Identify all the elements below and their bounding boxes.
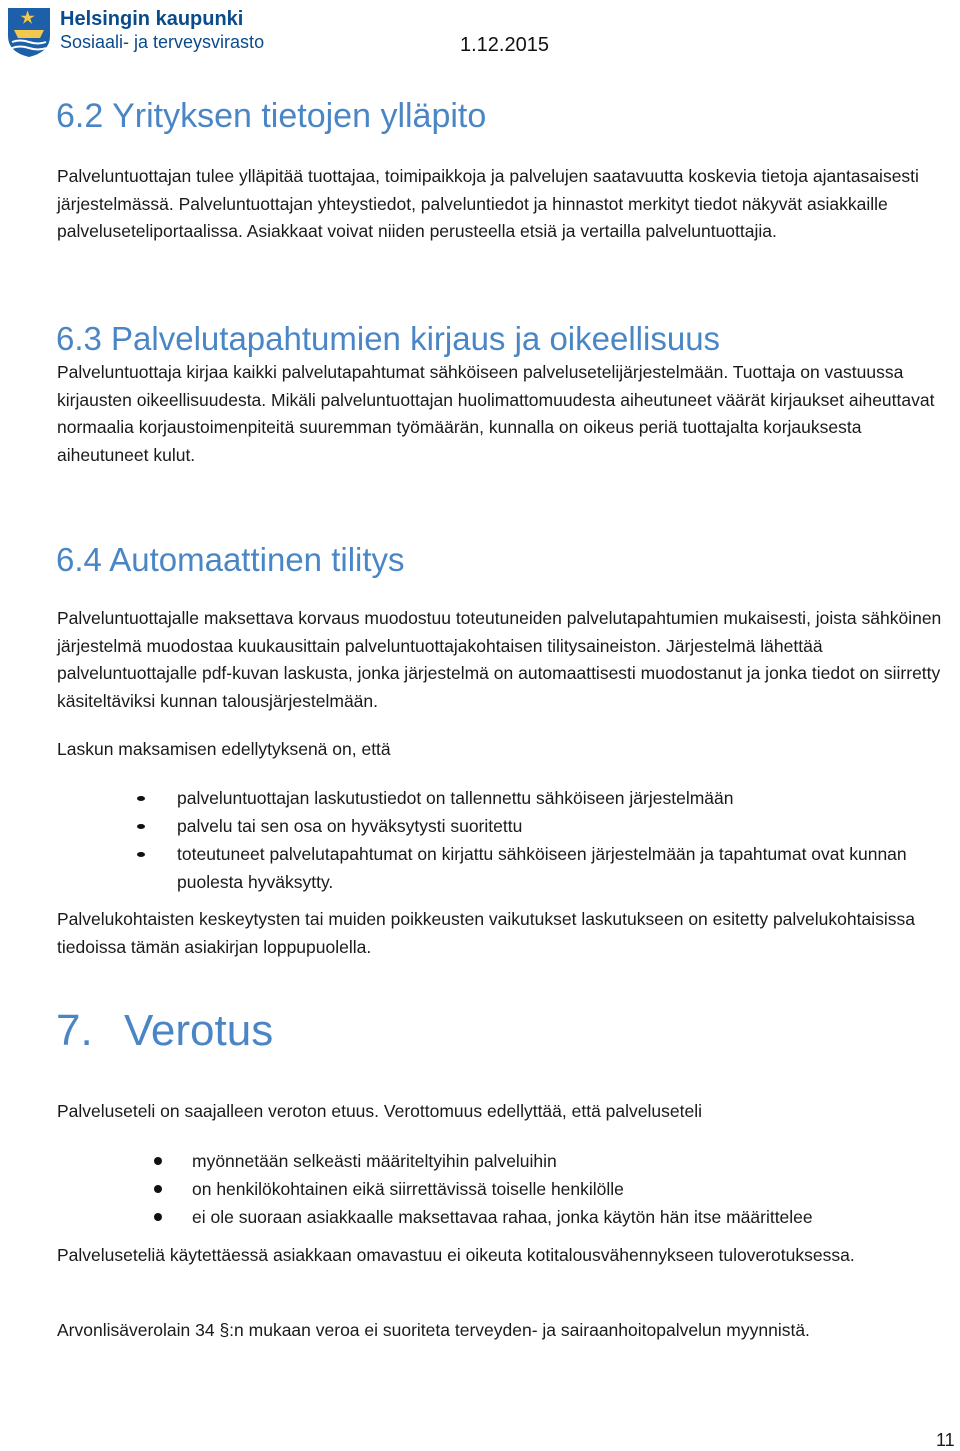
list-item-text: ei ole suoraan asiakkaalle maksettavaa rahaa, jonka käytön hän itse määrittelee (192, 1207, 813, 1227)
bullet-icon (137, 796, 145, 801)
org-name: Helsingin kaupunki (60, 8, 244, 30)
section-6-2-body: Palveluntuottajan tulee ylläpitää tuottajaa, toimipaikkoja ja palvelujen saatavuutta koskevia tietoja ajantasaisesti järjestelmässä. Palveluntuottajan yhteystiedot, palveluntiedot ja hinnastot merkityt tiedot näkyvät asiakkaille palveluseteliportaalissa. Asiakkaat voivat niiden perusteella etsiä ja vertailla palveluntuottajia. (57, 166, 919, 241)
section-number: 7. (56, 1006, 93, 1055)
helsinki-crest-icon (6, 6, 52, 58)
payment-conditions-list (177, 784, 937, 896)
tax-conditions-list (192, 1147, 932, 1231)
list-item (192, 1147, 932, 1175)
section-7-body: Palveluseteliä käytettäessä asiakkaan omavastuu ei oikeuta kotitalousvähennykseen tuloverotuksessa. (57, 1245, 855, 1265)
document-date: 1.12.2015 (460, 34, 549, 56)
section-6-3-heading: 6.3 Palvelutapahtumien kirjaus ja oikeellisuus (56, 320, 721, 357)
section-7-heading (56, 1006, 273, 1056)
list-item-text: palveluntuottajan laskutustiedot on tallennettu sähköiseen järjestelmään (177, 788, 734, 808)
list-item-text: myönnetään selkeästi määriteltyihin palveluihin (192, 1151, 557, 1171)
list-item (177, 812, 937, 840)
section-6-3-body: Palveluntuottaja kirjaa kaikki palvelutapahtumat sähköiseen palvelusetelijärjestelmään. Tuottaja on vastuussa kirjausten oikeellisuudesta. Mikäli palveluntuottajan huolimattomuudesta aiheutuneet väärät kirjaukset aiheuttavat normaalia korjaustoimenpiteitä suuremman työmäärän, kunnalla on oikeus periä tuottajalta korjauksesta aiheutuneet kulut. (57, 362, 935, 465)
section-6-4-condition-intro: Laskun maksamisen edellytyksenä on, että (57, 739, 391, 759)
section-6-2-heading: 6.2 Yrityksen tietojen ylläpito (56, 97, 487, 135)
section-6-4-heading: 6.4 Automaattinen tilitys (56, 541, 405, 578)
list-item-text: palvelu tai sen osa on hyväksytysti suoritettu (177, 816, 523, 836)
bullet-icon (154, 1157, 162, 1165)
section-7-vat-note: Arvonlisäverolain 34 §:n mukaan veroa ei suoriteta terveyden- ja sairaanhoitopalvelun myynnistä. (57, 1320, 810, 1340)
list-item (192, 1175, 932, 1203)
section-6-4-body: Palveluntuottajalle maksettava korvaus muodostuu toteutuneiden palvelutapahtumien mukaisesti, joista sähköinen järjestelmä muodostaa kuukausittain palveluntuottajakohtaisen tilitysaineiston. Järjestelmä lähettää palveluntuottajalle pdf-kuvan laskusta, jonka järjestelmä on automaattisesti muodostanut ja jonka tiedot on siirretty käsiteltäviksi kunnan talousjärjestelmään. (57, 608, 942, 711)
list-item (192, 1203, 932, 1231)
list-item (177, 840, 937, 896)
list-item-text: on henkilökohtainen eikä siirrettävissä toiselle henkilölle (192, 1179, 624, 1199)
bullet-icon (137, 852, 145, 857)
page-header (0, 0, 960, 62)
section-title: Verotus (124, 1006, 274, 1055)
bullet-icon (154, 1213, 162, 1221)
section-6-4-footnote: Palvelukohtaisten keskeytysten tai muiden poikkeusten vaikutukset laskutukseen on esitetty palvelukohtaisissa tiedoissa tämän asiakirjan loppupuolella. (57, 909, 915, 957)
bullet-icon (154, 1185, 162, 1193)
org-department: Sosiaali- ja terveysvirasto (60, 32, 265, 52)
section-7-intro: Palveluseteli on saajalleen veroton etuus. Verottomuus edellyttää, että palveluseteli (57, 1101, 702, 1121)
list-item-text: toteutuneet palvelutapahtumat on kirjattu sähköiseen järjestelmään ja tapahtumat ovat kunnan puolesta hyväksytty. (177, 844, 907, 892)
list-item (177, 784, 937, 812)
bullet-icon (137, 824, 145, 829)
page-number: 11 (936, 1430, 955, 1450)
